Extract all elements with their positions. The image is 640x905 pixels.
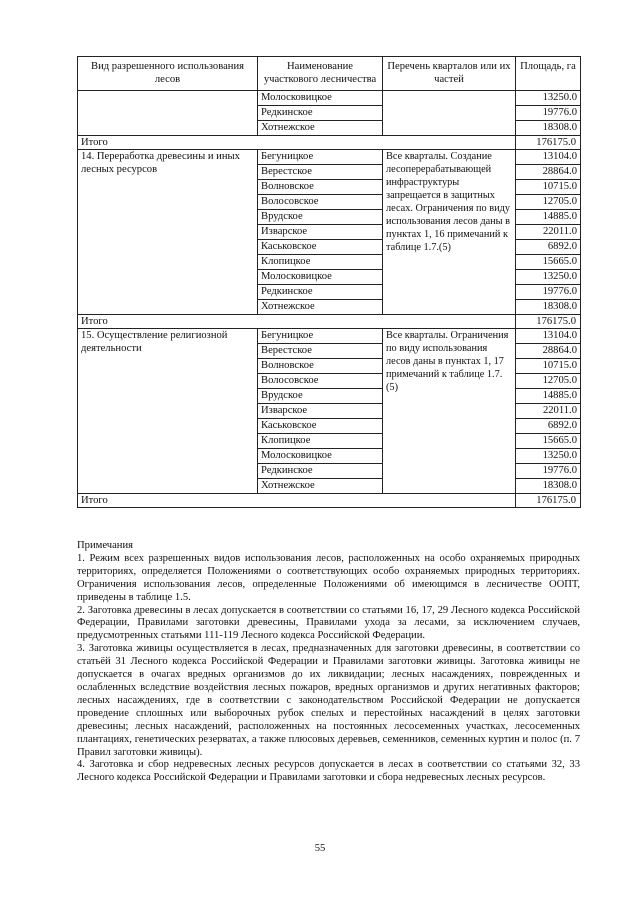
total-label: Итого bbox=[78, 494, 516, 508]
header-use-type: Вид разрешенного использования лесов bbox=[78, 57, 258, 91]
total-value: 176175.0 bbox=[516, 136, 581, 150]
forestry-cell: Врудское bbox=[258, 389, 383, 404]
forestry-cell: Клопицкое bbox=[258, 255, 383, 270]
total-row bbox=[78, 315, 581, 329]
area-cell: 22011.0 bbox=[516, 225, 581, 240]
note-item-1: 1. Режим всех разрешенных видов использования лесов, расположенных на особо охраняемых природных территориях, определяется Положениями о соответствующих особо охраняемых природных территориях. Ограничения использования лесов, определенные Положениями об имеющимся в лесничестве ООПТ, приведены в таблице 1.5. bbox=[77, 552, 580, 603]
table-body bbox=[78, 91, 581, 508]
total-row bbox=[78, 494, 581, 508]
area-cell: 12705.0 bbox=[516, 195, 581, 210]
area-cell: 12705.0 bbox=[516, 374, 581, 389]
area-cell: 28864.0 bbox=[516, 344, 581, 359]
area-cell: 28864.0 bbox=[516, 165, 581, 180]
forest-use-table-wrapper bbox=[77, 56, 580, 508]
forestry-cell: Волосовское bbox=[258, 374, 383, 389]
total-value: 176175.0 bbox=[516, 494, 581, 508]
area-cell: 6892.0 bbox=[516, 419, 581, 434]
area-cell: 13250.0 bbox=[516, 449, 581, 464]
total-label: Итого bbox=[78, 136, 516, 150]
area-cell: 13250.0 bbox=[516, 270, 581, 285]
forestry-cell: Хотнежское bbox=[258, 300, 383, 315]
quarters-cell: Все кварталы. Ограничения по виду использования лесов даны в пунктах 1, 17 примечаний к таблице 1.7.(5) bbox=[383, 329, 516, 494]
area-cell: 13104.0 bbox=[516, 150, 581, 165]
forestry-cell: Каськовское bbox=[258, 240, 383, 255]
area-cell: 14885.0 bbox=[516, 389, 581, 404]
header-forestry: Наименование участкового лесничества bbox=[258, 57, 383, 91]
area-cell: 19776.0 bbox=[516, 464, 581, 479]
area-cell: 18308.0 bbox=[516, 121, 581, 136]
forestry-cell: Верестское bbox=[258, 165, 383, 180]
table-row bbox=[78, 91, 581, 106]
header-area: Площадь, га bbox=[516, 57, 581, 91]
forestry-cell: Волосовское bbox=[258, 195, 383, 210]
forestry-cell: Редкинское bbox=[258, 464, 383, 479]
forestry-cell: Молосковицкое bbox=[258, 270, 383, 285]
area-cell: 10715.0 bbox=[516, 359, 581, 374]
note-item-4: 4. Заготовка и сбор недревесных лесных ресурсов допускается в лесах в соответствии со статьями 32, 33 Лесного кодекса Российской Федерации и Правилами заготовки и сбора недревесных лесных ресурсов. bbox=[77, 759, 580, 784]
area-cell: 15665.0 bbox=[516, 434, 581, 449]
notes-heading: Примечания bbox=[77, 540, 133, 551]
area-cell: 18308.0 bbox=[516, 479, 581, 494]
forestry-cell: Волновское bbox=[258, 359, 383, 374]
note-item-2: 2. Заготовка древесины в лесах допускается в соответствии со статьями 16, 17, 29 Лесного кодекса Российской Федерации, Правилами заготовки древесины, Правилами ухода за лесами, за исключением случаев, предусмотренных статьями 111-119 Лесного кодекса Российской Федерации. bbox=[77, 604, 580, 642]
forestry-cell: Бегуницкое bbox=[258, 150, 383, 165]
use-type-cell: 15. Осуществление религиозной деятельности bbox=[78, 329, 258, 494]
table-header-row bbox=[78, 57, 581, 91]
forestry-cell: Врудское bbox=[258, 210, 383, 225]
notes-section bbox=[77, 540, 580, 785]
forestry-cell: Изварское bbox=[258, 404, 383, 419]
total-label: Итого bbox=[78, 315, 516, 329]
forestry-cell: Волновское bbox=[258, 180, 383, 195]
total-row bbox=[78, 136, 581, 150]
note-item-3: 3. Заготовка живицы осуществляется в лесах, предназначенных для заготовки древесины, в соответствии со статьёй 31 Лесного кодекса Российской Федерации и Правилами заготовки живицы. Заготовка живицы не допускается в очагах вредных организмов до их ликвидации; лесных насаждениях, поврежденных и ослабленных вследствие воздействия лесных пожаров, вредных организмов и других негативных факторов; лесных насаждениях, где в соответствии с законодательством Российской Федерации не допускается проведение сплошных или выборочных рубок спелых и перестойных насаждений в целях заготовки древесины; лесных насаждений, расположенных на постоянных лесосеменных участках, лесосеменных плантациях, генетических резерватах, а также плюсовых деревьев, семенников, семенных куртин и полос (п. 7 Правил заготовки живицы). bbox=[77, 643, 580, 758]
forestry-cell: Молосковицкое bbox=[258, 91, 383, 106]
area-cell: 15665.0 bbox=[516, 255, 581, 270]
forestry-cell: Молосковицкое bbox=[258, 449, 383, 464]
table-row bbox=[78, 329, 581, 344]
forestry-cell: Редкинское bbox=[258, 285, 383, 300]
area-cell: 6892.0 bbox=[516, 240, 581, 255]
area-cell: 19776.0 bbox=[516, 285, 581, 300]
area-cell: 22011.0 bbox=[516, 404, 581, 419]
forest-use-table bbox=[77, 56, 581, 508]
area-cell: 19776.0 bbox=[516, 106, 581, 121]
forestry-cell: Клопицкое bbox=[258, 434, 383, 449]
total-value: 176175.0 bbox=[516, 315, 581, 329]
use-type-cell: 14. Переработка древесины и иных лесных ресурсов bbox=[78, 150, 258, 315]
quarters-cell: Все кварталы. Создание лесоперерабатывающей инфраструктуры запрещается в защитных лесах. Ограничения по виду использования лесов даны в пунктах 1, 16 примечаний к таблице 1.7.(5) bbox=[383, 150, 516, 315]
header-quarters: Перечень кварталов или их частей bbox=[383, 57, 516, 91]
quarters-cell bbox=[383, 91, 516, 136]
forestry-cell: Бегуницкое bbox=[258, 329, 383, 344]
area-cell: 14885.0 bbox=[516, 210, 581, 225]
table-row bbox=[78, 150, 581, 165]
area-cell: 10715.0 bbox=[516, 180, 581, 195]
area-cell: 13104.0 bbox=[516, 329, 581, 344]
area-cell: 13250.0 bbox=[516, 91, 581, 106]
forestry-cell: Хотнежское bbox=[258, 479, 383, 494]
area-cell: 18308.0 bbox=[516, 300, 581, 315]
use-type-cell bbox=[78, 91, 258, 136]
forestry-cell: Хотнежское bbox=[258, 121, 383, 136]
forestry-cell: Редкинское bbox=[258, 106, 383, 121]
page-number: 55 bbox=[314, 843, 326, 854]
forestry-cell: Верестское bbox=[258, 344, 383, 359]
forestry-cell: Каськовское bbox=[258, 419, 383, 434]
forestry-cell: Изварское bbox=[258, 225, 383, 240]
